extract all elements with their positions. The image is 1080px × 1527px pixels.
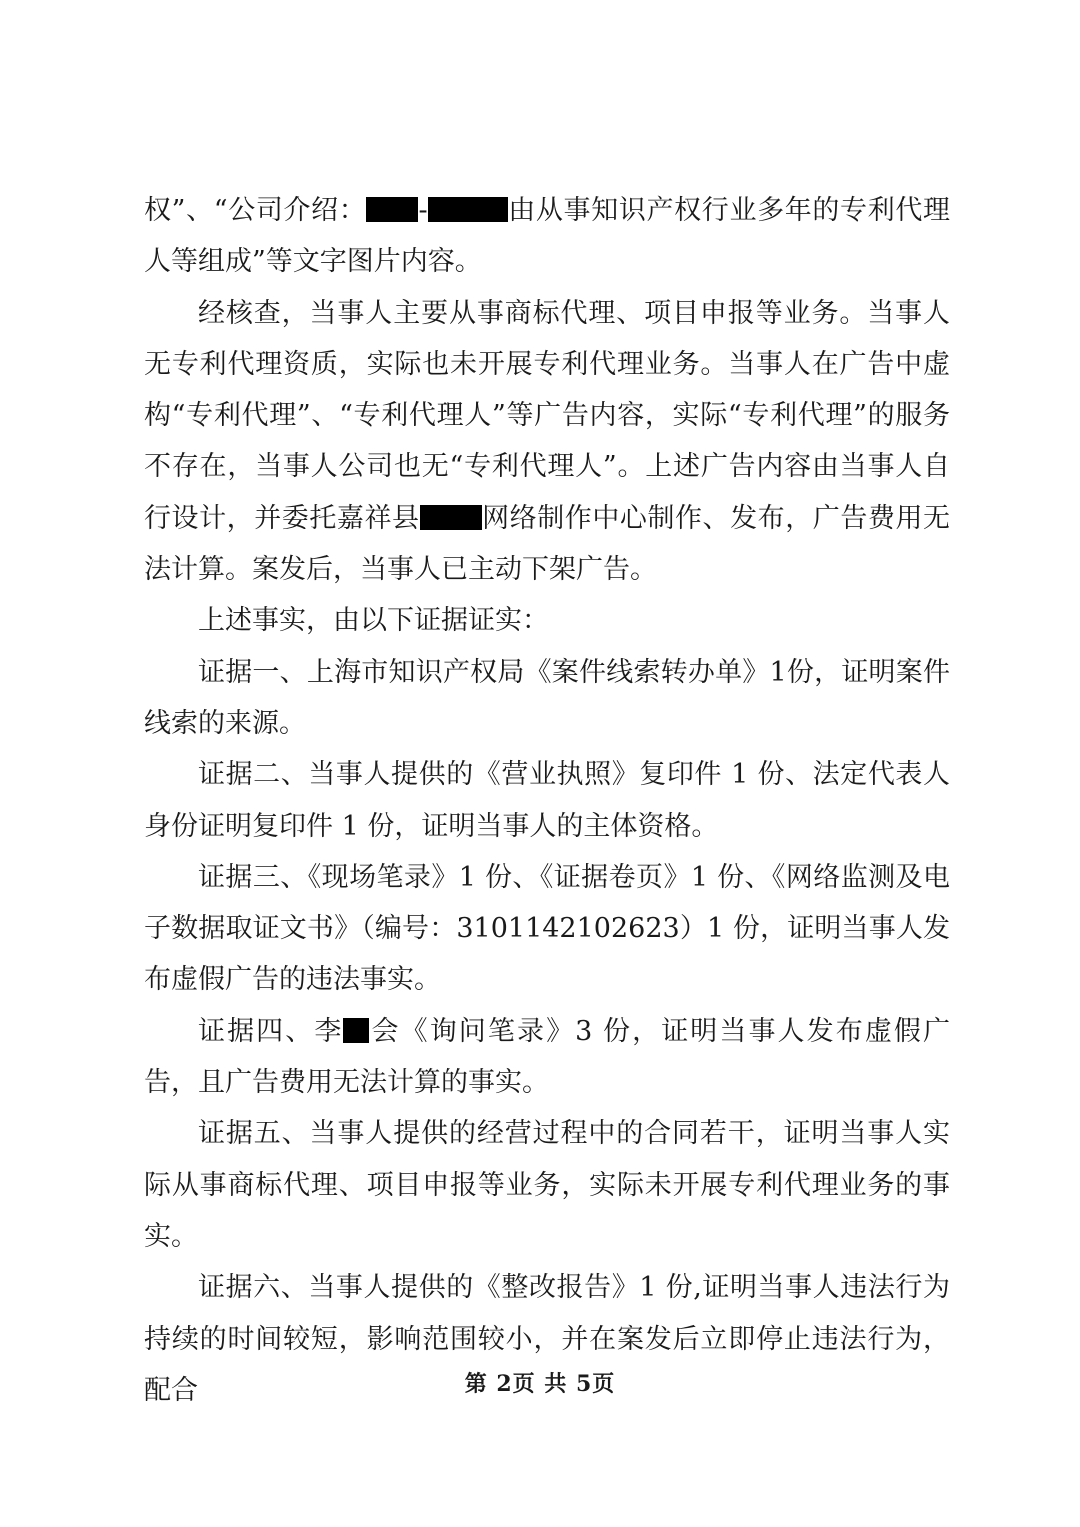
redaction-block (343, 1018, 369, 1043)
paragraph-evidence-4: 证据四、李 会《询问笔录》3 份，证明当事人发布虚假广告，且广告费用无法计算的事实。 (144, 1015, 951, 1099)
paragraph-evidence-intro: 上述事实，由以下证据证实： (198, 605, 549, 637)
page-number-footer: 第 2页 共 5页 (464, 1371, 616, 1397)
document-body (144, 185, 950, 1416)
paragraph-company-intro: 权”、“公司介绍： - 由从事知识产权行业多年的专利代理人等组成”等文字图片内容。 (144, 195, 951, 278)
paragraph-evidence-3: 证据三、《现场笔录》1 份、《证据卷页》1 份、《网络监测及电子数据取证文书》（编号：3101142102623）1 份，证明当事人发布虚假广告的违法事实。 (144, 861, 950, 996)
paragraph-evidence-1: 证据一、上海市知识产权局《案件线索转办单》1份，证明案件线索的来源。 (144, 656, 950, 739)
redaction-block (428, 197, 508, 222)
paragraph-evidence-6: 证据六、当事人提供的《整改报告》1 份,证明当事人违法行为持续的时间较短，影响范围较小，并在案发后立即停止违法行为，配合 (144, 1272, 950, 1406)
redaction-block (366, 197, 418, 222)
paragraph-investigation: 经核查，当事人主要从事商标代理、项目申报等业务。当事人无专利代理资质，实际也未开展专利代理业务。当事人在广告中虚构“专利代理”、“专利代理人”等广告内容，实际“专利代理”的服务不存在，当事人公司也无“专利代理人”。上述广告内容由当事人自行设计，并委托嘉祥县 网络制作中心制作、发布，广告费用无法计算。案发后，当事人已主动下架广告。 (144, 297, 951, 586)
paragraph-evidence-2: 证据二、当事人提供的《营业执照》复印件 1 份、法定代表人身份证明复印件 1 份，证明当事人的主体资格。 (144, 759, 950, 842)
redaction-block (420, 505, 482, 530)
paragraph-evidence-5: 证据五、当事人提供的经营过程中的合同若干，证明当事人实际从事商标代理、项目申报等业务，实际未开展专利代理业务的事实。 (144, 1118, 950, 1252)
